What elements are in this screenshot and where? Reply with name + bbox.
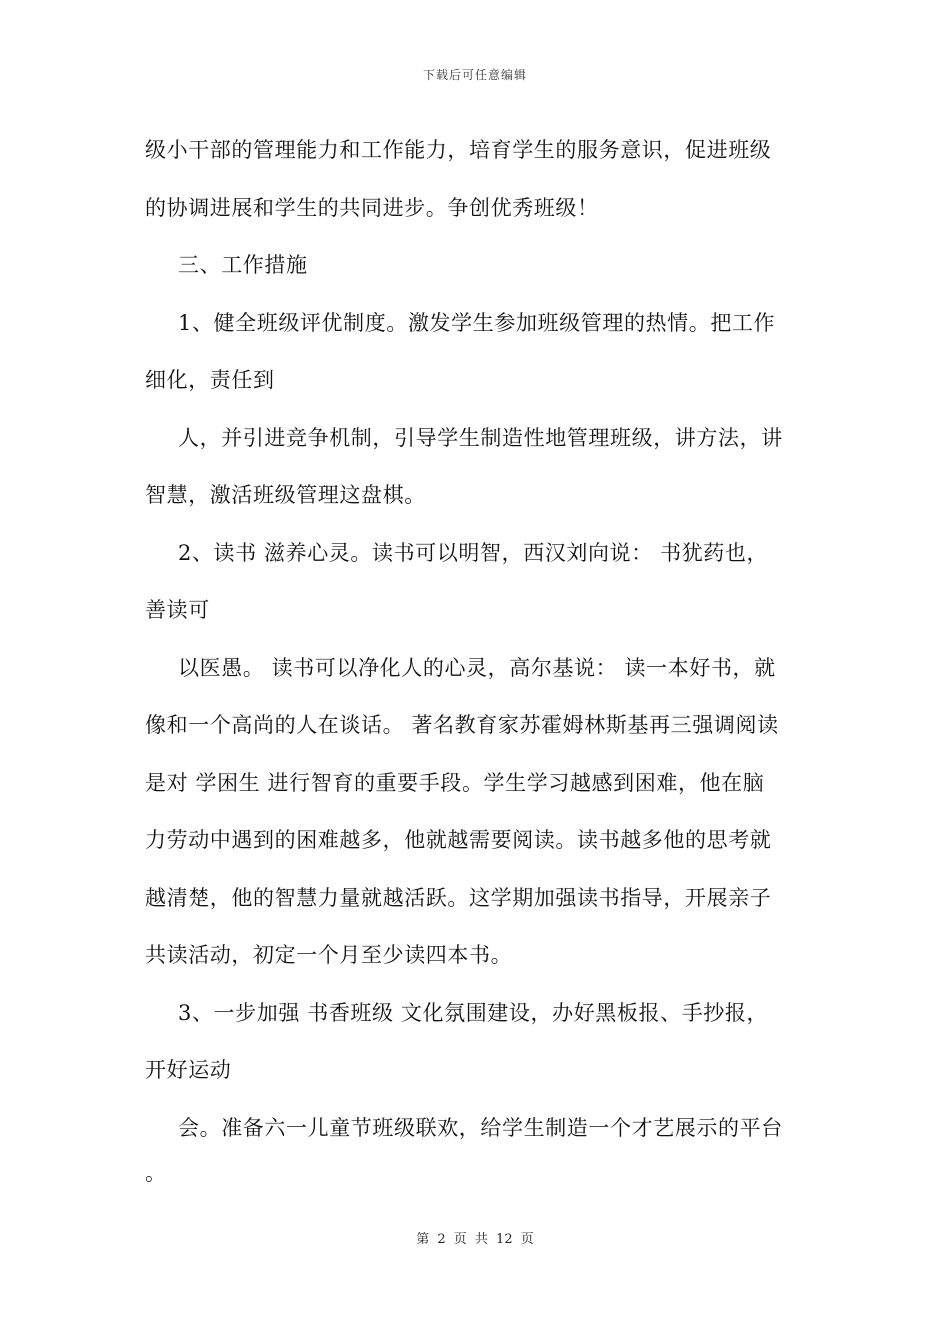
text-line: 细化，责任到 bbox=[145, 368, 275, 392]
text-line: 是对 学困生 进行智育的重要手段。学生学习越感到困难，他在脑 bbox=[145, 771, 765, 795]
page-header: 下载后可任意编辑 bbox=[422, 68, 527, 82]
text-line: 。 bbox=[145, 1161, 167, 1185]
text-line: 以医愚。 读书可以净化人的心灵，高尔基说： 读一本好书，就 bbox=[178, 656, 776, 680]
text-line: 善读可 bbox=[145, 598, 210, 622]
text-line: 会。准备六一儿童节班级联欢，给学生制造一个才艺展示的平台 bbox=[178, 1116, 783, 1140]
text-line: 力劳动中遇到的困难越多，他就越需要阅读。读书越多他的思考就 bbox=[145, 828, 772, 852]
text-line: 越清楚，他的智慧力量就越活跃。这学期加强读书指导，开展亲子 bbox=[145, 886, 772, 910]
text-line: 人，并引进竞争机制，引导学生制造性地管理班级，讲方法，讲 bbox=[178, 426, 783, 450]
text-line: 开好运动 bbox=[145, 1058, 232, 1082]
section-heading: 三、工作措施 bbox=[178, 253, 308, 277]
text-line: 共读活动，初定一个月至少读四本书。 bbox=[145, 943, 513, 967]
text-line: 智慧，激活班级管理这盘棋。 bbox=[145, 483, 426, 507]
text-line: 级小干部的管理能力和工作能力，培育学生的服务意识，促进班级 bbox=[145, 138, 772, 162]
page-footer: 第 2 页 共 12 页 bbox=[416, 1232, 534, 1247]
text-line: 2、读书 滋养心灵。读书可以明智，西汉刘向说： 书犹药也， bbox=[178, 541, 769, 565]
text-line: 的协调进展和学生的共同进步。争创优秀班级！ bbox=[145, 196, 599, 220]
text-line: 1、健全班级评优制度。激发学生参加班级管理的热情。把工作 bbox=[178, 311, 776, 335]
text-line: 3、一步加强 书香班级 文化氛围建设，办好黑板报、手抄报， bbox=[178, 1001, 769, 1025]
text-line: 像和一个高尚的人在谈话。 著名教育家苏霍姆林斯基再三强调阅读 bbox=[145, 713, 779, 737]
